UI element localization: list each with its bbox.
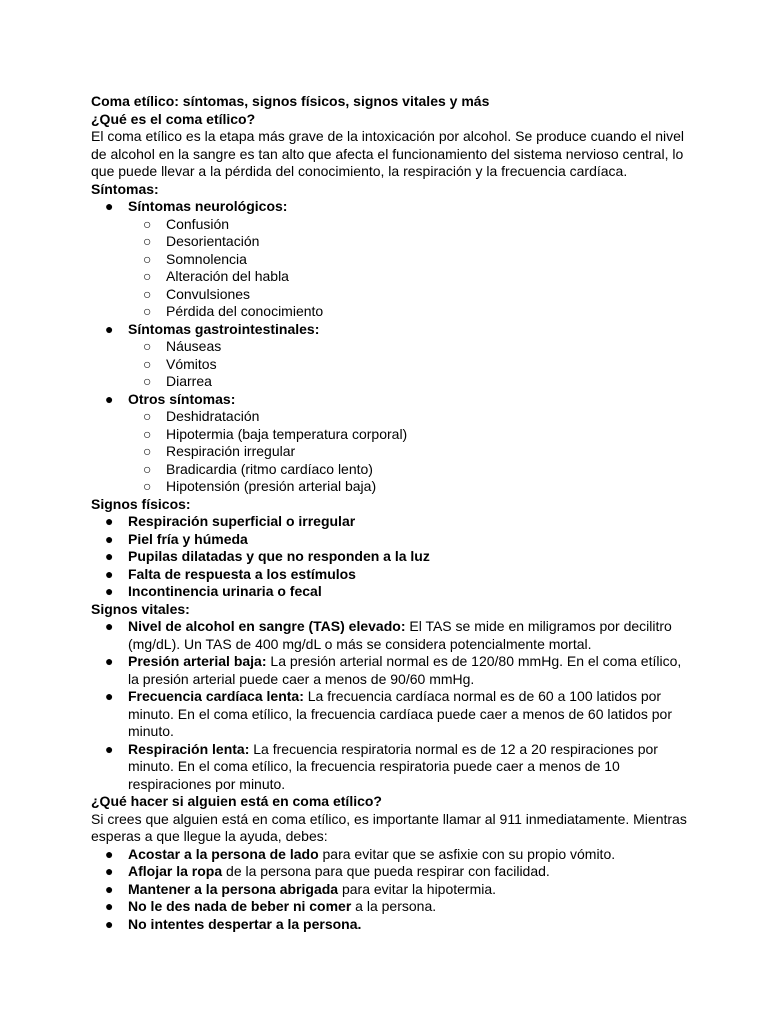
bullet-icon: ● bbox=[105, 583, 114, 599]
physical-sign-item: Respiración superficial o irregular bbox=[128, 513, 356, 529]
circle-bullet-icon: ○ bbox=[143, 425, 152, 442]
vital-signs-list bbox=[91, 618, 691, 793]
circle-bullet-icon: ○ bbox=[143, 268, 152, 284]
circle-bullet-icon: ○ bbox=[143, 478, 152, 494]
list-item bbox=[91, 741, 691, 794]
symptom-item: Náuseas bbox=[166, 338, 222, 354]
bullet-icon: ● bbox=[105, 530, 114, 547]
symptom-item: Hipotermia (baja temperatura corporal) bbox=[166, 425, 408, 442]
symptoms-heading: Síntomas: bbox=[91, 180, 159, 197]
list-item bbox=[91, 881, 691, 899]
list-item bbox=[91, 566, 691, 584]
bullet-icon: ● bbox=[105, 198, 114, 214]
symptom-item: Desorientación bbox=[166, 233, 260, 249]
symptom-group-label: Síntomas gastrointestinales: bbox=[128, 320, 320, 337]
circle-bullet-icon: ○ bbox=[143, 443, 152, 459]
list-item bbox=[91, 216, 691, 234]
bullet-icon: ● bbox=[105, 688, 114, 704]
symptom-item: Deshidratación bbox=[166, 408, 260, 424]
bullet-icon: ● bbox=[105, 740, 114, 757]
list-item bbox=[91, 443, 691, 461]
list-item bbox=[91, 548, 691, 566]
document-page bbox=[91, 93, 691, 933]
physical-signs-list bbox=[91, 513, 691, 601]
list-item bbox=[91, 251, 691, 269]
action-text: de la persona para que pueda respirar con facilidad. bbox=[222, 863, 550, 879]
list-item bbox=[91, 688, 691, 741]
symptom-group-label: Otros síntomas: bbox=[128, 390, 236, 407]
document-title: Coma etílico: síntomas, signos físicos, signos vitales y más bbox=[91, 93, 490, 109]
action-text: a la persona. bbox=[351, 898, 437, 914]
list-item bbox=[91, 618, 691, 653]
symptom-group bbox=[91, 321, 691, 391]
action-label: No le des nada de beber ni comer bbox=[128, 898, 352, 914]
bullet-icon: ● bbox=[105, 320, 114, 337]
symptom-item: Vómitos bbox=[166, 355, 217, 372]
bullet-icon: ● bbox=[105, 565, 114, 582]
bullet-icon: ● bbox=[105, 898, 114, 914]
symptom-groups-list bbox=[91, 198, 691, 496]
list-item bbox=[91, 916, 691, 934]
list-item bbox=[91, 846, 691, 864]
circle-bullet-icon: ○ bbox=[143, 285, 152, 302]
vital-sign-label: Respiración lenta: bbox=[128, 740, 250, 757]
action-label: Mantener a la persona abrigada bbox=[128, 880, 339, 897]
vital-sign-text: El TAS se mide en miligramos por decilitro (mg/dL). Un TAS de 400 mg/dL o más se considera potencialmente mortal. bbox=[128, 618, 672, 652]
symptom-item: Convulsiones bbox=[166, 285, 251, 302]
circle-bullet-icon: ○ bbox=[143, 408, 152, 424]
circle-bullet-icon: ○ bbox=[143, 233, 152, 249]
vital-signs-heading: Signos vitales: bbox=[91, 600, 190, 617]
list-item bbox=[91, 583, 691, 601]
symptom-sublist bbox=[128, 216, 691, 321]
vital-sign-text: La presión arterial normal es de 120/80 mmHg. En el coma etílico, la presión arterial puede caer a menos de 90/60 mmHg. bbox=[128, 653, 682, 687]
circle-bullet-icon: ○ bbox=[143, 355, 152, 372]
symptom-item: Respiración irregular bbox=[166, 443, 296, 459]
physical-sign-item: Piel fría y húmeda bbox=[128, 530, 248, 547]
physical-sign-item: Incontinencia urinaria o fecal bbox=[128, 583, 322, 599]
list-item bbox=[91, 863, 691, 881]
circle-bullet-icon: ○ bbox=[143, 373, 152, 389]
symptom-sublist bbox=[128, 338, 691, 391]
vital-sign-text: La frecuencia respiratoria normal es de 12 a 20 respiraciones por minuto. En el coma etílico, la frecuencia respiratoria puede caer a menos de 10 respiraciones por minuto. bbox=[128, 740, 658, 792]
list-item bbox=[91, 898, 691, 916]
circle-bullet-icon: ○ bbox=[143, 215, 152, 232]
vital-sign-text: La frecuencia cardíaca normal es de 60 a 100 latidos por minuto. En el coma etílico, la frecuencia cardíaca puede caer a menos de 60 latidos por minuto. bbox=[128, 688, 672, 739]
symptom-item: Alteración del habla bbox=[166, 268, 289, 284]
circle-bullet-icon: ○ bbox=[143, 303, 152, 319]
action-heading: ¿Qué hacer si alguien está en coma etílico? bbox=[91, 793, 382, 809]
list-item bbox=[91, 513, 691, 531]
list-item bbox=[91, 233, 691, 251]
vital-sign-label: Presión arterial baja: bbox=[128, 653, 267, 669]
action-text: para evitar que se asfixie con su propio vómito. bbox=[318, 845, 616, 862]
symptom-group bbox=[91, 391, 691, 496]
symptom-item: Diarrea bbox=[166, 373, 212, 389]
list-item bbox=[91, 408, 691, 426]
vital-sign-label: Nivel de alcohol en sangre (TAS) elevado: bbox=[128, 618, 406, 634]
bullet-icon: ● bbox=[105, 845, 114, 862]
list-item bbox=[91, 426, 691, 444]
symptom-item: Bradicardia (ritmo cardíaco lento) bbox=[166, 460, 373, 477]
bullet-icon: ● bbox=[105, 548, 114, 564]
circle-bullet-icon: ○ bbox=[143, 250, 152, 267]
list-item bbox=[91, 461, 691, 479]
list-item bbox=[91, 478, 691, 496]
physical-sign-item: Pupilas dilatadas y que no responden a la luz bbox=[128, 548, 430, 564]
list-item bbox=[91, 286, 691, 304]
symptom-item: Pérdida del conocimiento bbox=[166, 303, 324, 319]
list-item bbox=[91, 531, 691, 549]
list-item bbox=[91, 373, 691, 391]
action-list bbox=[91, 846, 691, 934]
physical-signs-heading: Signos físicos: bbox=[91, 495, 191, 512]
what-text: El coma etílico es la etapa más grave de la intoxicación por alcohol. Se produce cuando el nivel de alcohol en la sangre es tan alto que afecta el funcionamiento del sistema nervioso central, lo que puede llevar a la pérdida del conocimiento, la respiración y la frecuencia cardíaca. bbox=[91, 128, 685, 179]
list-item bbox=[91, 356, 691, 374]
list-item bbox=[91, 338, 691, 356]
bullet-icon: ● bbox=[105, 863, 114, 879]
list-item bbox=[91, 268, 691, 286]
symptom-sublist bbox=[128, 408, 691, 496]
bullet-icon: ● bbox=[105, 390, 114, 407]
symptom-group bbox=[91, 198, 691, 321]
list-item bbox=[91, 303, 691, 321]
bullet-icon: ● bbox=[105, 513, 114, 529]
bullet-icon: ● bbox=[105, 653, 114, 669]
action-label: Aflojar la ropa bbox=[128, 863, 223, 879]
bullet-icon: ● bbox=[105, 618, 114, 634]
action-text: para evitar la hipotermia. bbox=[338, 880, 497, 897]
symptom-group-label: Síntomas neurológicos: bbox=[128, 198, 288, 214]
symptom-item: Somnolencia bbox=[166, 250, 247, 267]
what-heading: ¿Qué es el coma etílico? bbox=[91, 110, 256, 127]
symptom-item: Hipotensión (presión arterial baja) bbox=[166, 478, 377, 494]
vital-sign-label: Frecuencia cardíaca lenta: bbox=[128, 688, 304, 704]
symptom-item: Confusión bbox=[166, 215, 230, 232]
action-intro: Si crees que alguien está en coma etílico, es importante llamar al 911 inmediatamente. Mientras esperas a que llegue la ayuda, debes: bbox=[91, 810, 687, 844]
list-item bbox=[91, 653, 691, 688]
physical-sign-item: Falta de respuesta a los estímulos bbox=[128, 565, 356, 582]
action-label: No intentes despertar a la persona. bbox=[128, 915, 362, 932]
circle-bullet-icon: ○ bbox=[143, 460, 152, 477]
action-label: Acostar a la persona de lado bbox=[128, 845, 319, 862]
bullet-icon: ● bbox=[105, 880, 114, 897]
bullet-icon: ● bbox=[105, 915, 114, 932]
circle-bullet-icon: ○ bbox=[143, 338, 152, 354]
